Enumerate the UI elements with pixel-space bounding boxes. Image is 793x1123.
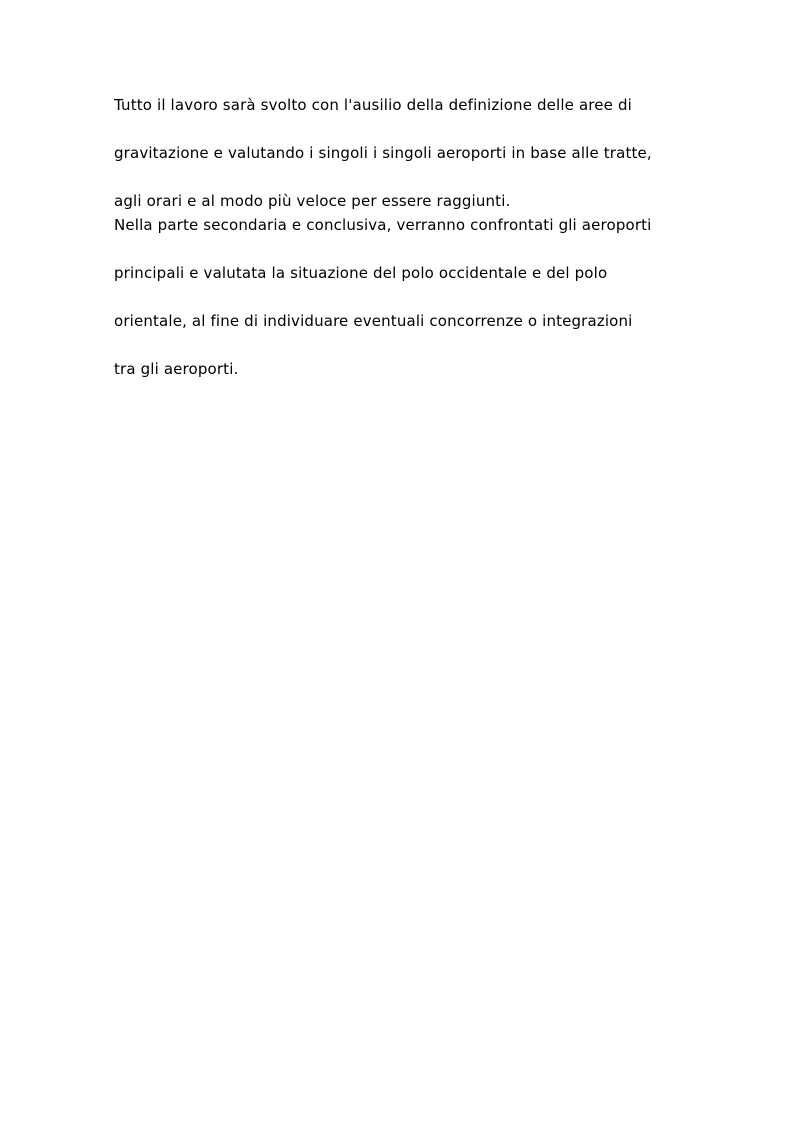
- text-line: tra gli aeroporti.: [114, 360, 239, 378]
- text-line: orientale, al fine di individuare eventuali concorrenze o integrazioni: [114, 312, 633, 330]
- body-text: [114, 93, 714, 381]
- text-line: principali e valutata la situazione del polo occidentale e del polo: [114, 264, 608, 282]
- text-line: gravitazione e valutando i singoli i singoli aeroporti in base alle tratte,: [114, 144, 652, 162]
- text-line: Tutto il lavoro sarà svolto con l'ausilio della definizione delle aree di: [114, 96, 632, 114]
- text-line: Nella parte secondaria e conclusiva, verranno confrontati gli aeroporti: [114, 216, 652, 234]
- text-line: agli orari e al modo più veloce per essere raggiunti.: [114, 192, 511, 210]
